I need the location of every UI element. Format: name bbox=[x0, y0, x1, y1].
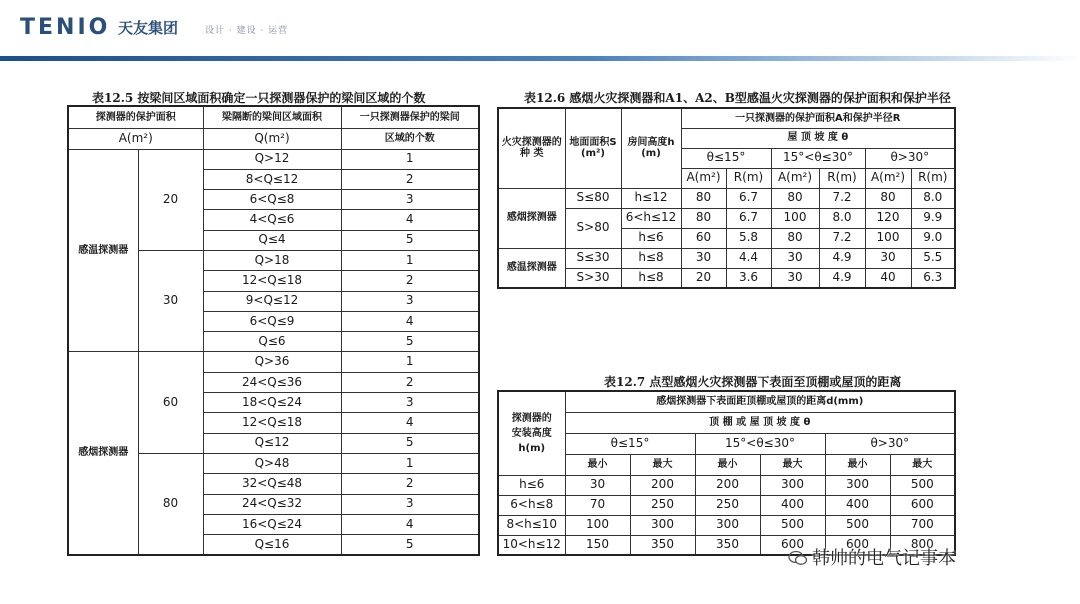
q-range: Q>12 bbox=[203, 149, 341, 169]
detector-type: 感烟探测器 bbox=[68, 352, 138, 555]
table-12-6-caption: 表12.6 感烟火灾探测器和A1、A2、B型感温火灾探测器的保护面积和保护半径 bbox=[524, 91, 951, 105]
region-count: 2 bbox=[341, 271, 479, 291]
q-range: 12<Q≤18 bbox=[203, 413, 341, 433]
t2-head-unit-a: A(m²) bbox=[865, 168, 911, 188]
t1-body bbox=[68, 149, 479, 555]
q-range: 6<Q≤9 bbox=[203, 311, 341, 331]
install-height: 6<h≤8 bbox=[498, 495, 565, 515]
protect-area: 60 bbox=[138, 352, 203, 453]
distance-value: 350 bbox=[630, 535, 695, 555]
t1-head-count-label: 一只探测器保护的梁间 bbox=[341, 106, 479, 128]
page-header bbox=[0, 0, 1080, 58]
q-range: 16<Q≤24 bbox=[203, 514, 341, 534]
distance-value: 700 bbox=[890, 515, 955, 535]
t2-cell: 9.0 bbox=[911, 228, 955, 248]
t3-body bbox=[498, 475, 955, 555]
q-range: 6<Q≤8 bbox=[203, 190, 341, 210]
install-height: 10<h≤12 bbox=[498, 535, 565, 555]
table-12-5 bbox=[67, 105, 480, 556]
region-count: 1 bbox=[341, 352, 479, 372]
t3-head-distance: 感烟探测器下表面距顶棚或屋顶的距离d(mm) bbox=[565, 391, 955, 412]
company-slogan: 设计 · 建设 · 运营 bbox=[205, 26, 289, 36]
region-count: 1 bbox=[341, 453, 479, 473]
wechat-watermark bbox=[788, 544, 956, 570]
region-count: 2 bbox=[341, 372, 479, 392]
distance-value: 500 bbox=[890, 475, 955, 495]
t2-cell: S>80 bbox=[565, 208, 621, 248]
region-count: 3 bbox=[341, 393, 479, 413]
region-count: 4 bbox=[341, 413, 479, 433]
t3-head-max: 最大 bbox=[630, 454, 695, 475]
protect-area: 80 bbox=[138, 453, 203, 554]
t2-cell: h≤6 bbox=[621, 228, 681, 248]
t2-head-height: 房间高度h (m) bbox=[621, 108, 681, 188]
t3-head-angle3: θ>30° bbox=[825, 433, 955, 454]
distance-value: 300 bbox=[630, 515, 695, 535]
distance-value: 600 bbox=[890, 495, 955, 515]
t2-cell: 60 bbox=[681, 228, 726, 248]
distance-value: 100 bbox=[565, 515, 630, 535]
region-count: 5 bbox=[341, 535, 479, 555]
q-range: Q>48 bbox=[203, 453, 341, 473]
t2-head-angle3: θ>30° bbox=[865, 148, 955, 168]
t2-cell: 5.5 bbox=[911, 248, 955, 268]
t2-cell: 6<h≤12 bbox=[621, 208, 681, 228]
q-range: 9<Q≤12 bbox=[203, 291, 341, 311]
q-range: 24<Q≤32 bbox=[203, 494, 341, 514]
distance-value: 400 bbox=[825, 495, 890, 515]
t2-cell: 8.0 bbox=[911, 188, 955, 208]
t2-head-unit-a: A(m²) bbox=[771, 168, 819, 188]
t2-cell: 80 bbox=[771, 228, 819, 248]
protect-area: 20 bbox=[138, 149, 203, 250]
region-count: 4 bbox=[341, 210, 479, 230]
t2-cell: 6.7 bbox=[726, 188, 771, 208]
t3-head-max: 最大 bbox=[760, 454, 825, 475]
t2-cell: 100 bbox=[771, 208, 819, 228]
t2-cell: 7.2 bbox=[819, 188, 865, 208]
t2-cell: 30 bbox=[771, 268, 819, 288]
t1-head-area-label: 探测器的保护面积 bbox=[68, 106, 203, 128]
t2-cell: h≤12 bbox=[621, 188, 681, 208]
t2-cell: 80 bbox=[681, 188, 726, 208]
t1-head-area-unit: A(m²) bbox=[68, 128, 203, 149]
distance-value: 800 bbox=[890, 535, 955, 555]
t2-heat-type: 感温探测器 bbox=[498, 248, 565, 288]
region-count: 5 bbox=[341, 230, 479, 250]
t3-head-angle2: 15°<θ≤30° bbox=[695, 433, 825, 454]
region-count: 1 bbox=[341, 250, 479, 270]
t2-cell: 9.9 bbox=[911, 208, 955, 228]
t2-cell: 6.3 bbox=[911, 268, 955, 288]
distance-value: 150 bbox=[565, 535, 630, 555]
t2-cell: 30 bbox=[771, 248, 819, 268]
table-12-7-caption: 表12.7 点型感烟火灾探测器下表面至顶棚或屋顶的距离 bbox=[604, 375, 902, 389]
t2-cell: 120 bbox=[865, 208, 911, 228]
q-range: Q>36 bbox=[203, 352, 341, 372]
distance-value: 70 bbox=[565, 495, 630, 515]
distance-value: 350 bbox=[695, 535, 760, 555]
distance-value: 250 bbox=[695, 495, 760, 515]
install-height: 8<h≤10 bbox=[498, 515, 565, 535]
distance-value: 600 bbox=[825, 535, 890, 555]
table-row bbox=[498, 515, 955, 535]
t2-cell: 40 bbox=[865, 268, 911, 288]
t2-head-unit-r: R(m) bbox=[911, 168, 955, 188]
t2-cell: 4.9 bbox=[819, 248, 865, 268]
t2-cell: 20 bbox=[681, 268, 726, 288]
q-range: Q≤12 bbox=[203, 433, 341, 453]
t3-head-min: 最小 bbox=[825, 454, 890, 475]
t1-head-q-label: 梁隔断的梁间区域面积 bbox=[203, 106, 341, 128]
t1-head-q-unit: Q(m²) bbox=[203, 128, 341, 149]
q-range: 12<Q≤18 bbox=[203, 271, 341, 291]
table-row bbox=[68, 352, 479, 372]
t3-head-min: 最小 bbox=[695, 454, 760, 475]
table-12-5-caption: 表12.5 按梁间区域面积确定一只探测器保护的梁间区域的个数 bbox=[92, 91, 426, 105]
t2-cell: 30 bbox=[681, 248, 726, 268]
t2-cell: 8.0 bbox=[819, 208, 865, 228]
t2-cell: 5.8 bbox=[726, 228, 771, 248]
region-count: 2 bbox=[341, 474, 479, 494]
region-count: 5 bbox=[341, 433, 479, 453]
protect-area: 30 bbox=[138, 250, 203, 351]
q-range: 8<Q≤12 bbox=[203, 169, 341, 189]
table-12-6 bbox=[497, 107, 956, 289]
region-count: 1 bbox=[341, 149, 479, 169]
region-count: 2 bbox=[341, 169, 479, 189]
t2-head-area: 地面面积S (m²) bbox=[565, 108, 621, 188]
t2-cell: h≤8 bbox=[621, 248, 681, 268]
region-count: 5 bbox=[341, 332, 479, 352]
header-divider-bar bbox=[0, 56, 1080, 61]
distance-value: 200 bbox=[630, 475, 695, 495]
table-row bbox=[498, 475, 955, 495]
region-count: 3 bbox=[341, 190, 479, 210]
t3-head-min: 最小 bbox=[565, 454, 630, 475]
q-range: Q≤16 bbox=[203, 535, 341, 555]
tenio-logo: TENIO bbox=[20, 15, 111, 40]
table-row bbox=[498, 495, 955, 515]
detector-type: 感温探测器 bbox=[68, 149, 138, 352]
q-range: Q≤4 bbox=[203, 230, 341, 250]
t2-smoke-type: 感烟探测器 bbox=[498, 188, 565, 248]
t2-cell: S>30 bbox=[565, 268, 621, 288]
t3-head-max: 最大 bbox=[890, 454, 955, 475]
t2-cell: 80 bbox=[865, 188, 911, 208]
region-count: 4 bbox=[341, 311, 479, 331]
t2-cell: 80 bbox=[681, 208, 726, 228]
t2-cell: 4.9 bbox=[819, 268, 865, 288]
distance-value: 300 bbox=[760, 475, 825, 495]
region-count: 3 bbox=[341, 494, 479, 514]
wechat-icon bbox=[788, 550, 808, 566]
t2-head-unit-r: R(m) bbox=[819, 168, 865, 188]
t2-cell: S≤80 bbox=[565, 188, 621, 208]
distance-value: 500 bbox=[825, 515, 890, 535]
t2-cell: 100 bbox=[865, 228, 911, 248]
q-range: Q>18 bbox=[203, 250, 341, 270]
t2-cell: 3.6 bbox=[726, 268, 771, 288]
q-range: 18<Q≤24 bbox=[203, 393, 341, 413]
t3-head-install: 探测器的 安装高度 h(m) bbox=[498, 391, 565, 475]
t3-head-slope: 顶 棚 或 屋 顶 坡 度 θ bbox=[565, 412, 955, 433]
distance-value: 500 bbox=[760, 515, 825, 535]
t2-head-protect: 一只探测器的保护面积A和保护半径R bbox=[681, 108, 955, 128]
q-range: Q≤6 bbox=[203, 332, 341, 352]
t2-cell: 7.2 bbox=[819, 228, 865, 248]
t2-head-unit-r: R(m) bbox=[726, 168, 771, 188]
table-12-7 bbox=[497, 390, 956, 556]
region-count: 4 bbox=[341, 514, 479, 534]
t2-cell: 6.7 bbox=[726, 208, 771, 228]
company-name: 天友集团 bbox=[118, 19, 179, 37]
t2-head-slope: 屋 顶 坡 度 θ bbox=[681, 128, 955, 148]
install-height: h≤6 bbox=[498, 475, 565, 495]
t2-cell: 4.4 bbox=[726, 248, 771, 268]
q-range: 32<Q≤48 bbox=[203, 474, 341, 494]
distance-value: 400 bbox=[760, 495, 825, 515]
distance-value: 300 bbox=[825, 475, 890, 495]
t2-cell: S≤30 bbox=[565, 248, 621, 268]
distance-value: 300 bbox=[695, 515, 760, 535]
t2-cell: 30 bbox=[865, 248, 911, 268]
t2-head-type: 火灾探测器的 种 类 bbox=[498, 108, 565, 188]
watermark-text: 韩帅的电气记事本 bbox=[812, 548, 956, 569]
q-range: 4<Q≤6 bbox=[203, 210, 341, 230]
t2-cell: h≤8 bbox=[621, 268, 681, 288]
distance-value: 200 bbox=[695, 475, 760, 495]
region-count: 3 bbox=[341, 291, 479, 311]
t2-head-unit-a: A(m²) bbox=[681, 168, 726, 188]
t2-head-angle1: θ≤15° bbox=[681, 148, 771, 168]
distance-value: 600 bbox=[760, 535, 825, 555]
t1-head-count-label2: 区域的个数 bbox=[341, 128, 479, 149]
t3-head-angle1: θ≤15° bbox=[565, 433, 695, 454]
distance-value: 30 bbox=[565, 475, 630, 495]
q-range: 24<Q≤36 bbox=[203, 372, 341, 392]
distance-value: 250 bbox=[630, 495, 695, 515]
t2-cell: 80 bbox=[771, 188, 819, 208]
t2-head-angle2: 15°<θ≤30° bbox=[771, 148, 865, 168]
table-row bbox=[68, 149, 479, 169]
